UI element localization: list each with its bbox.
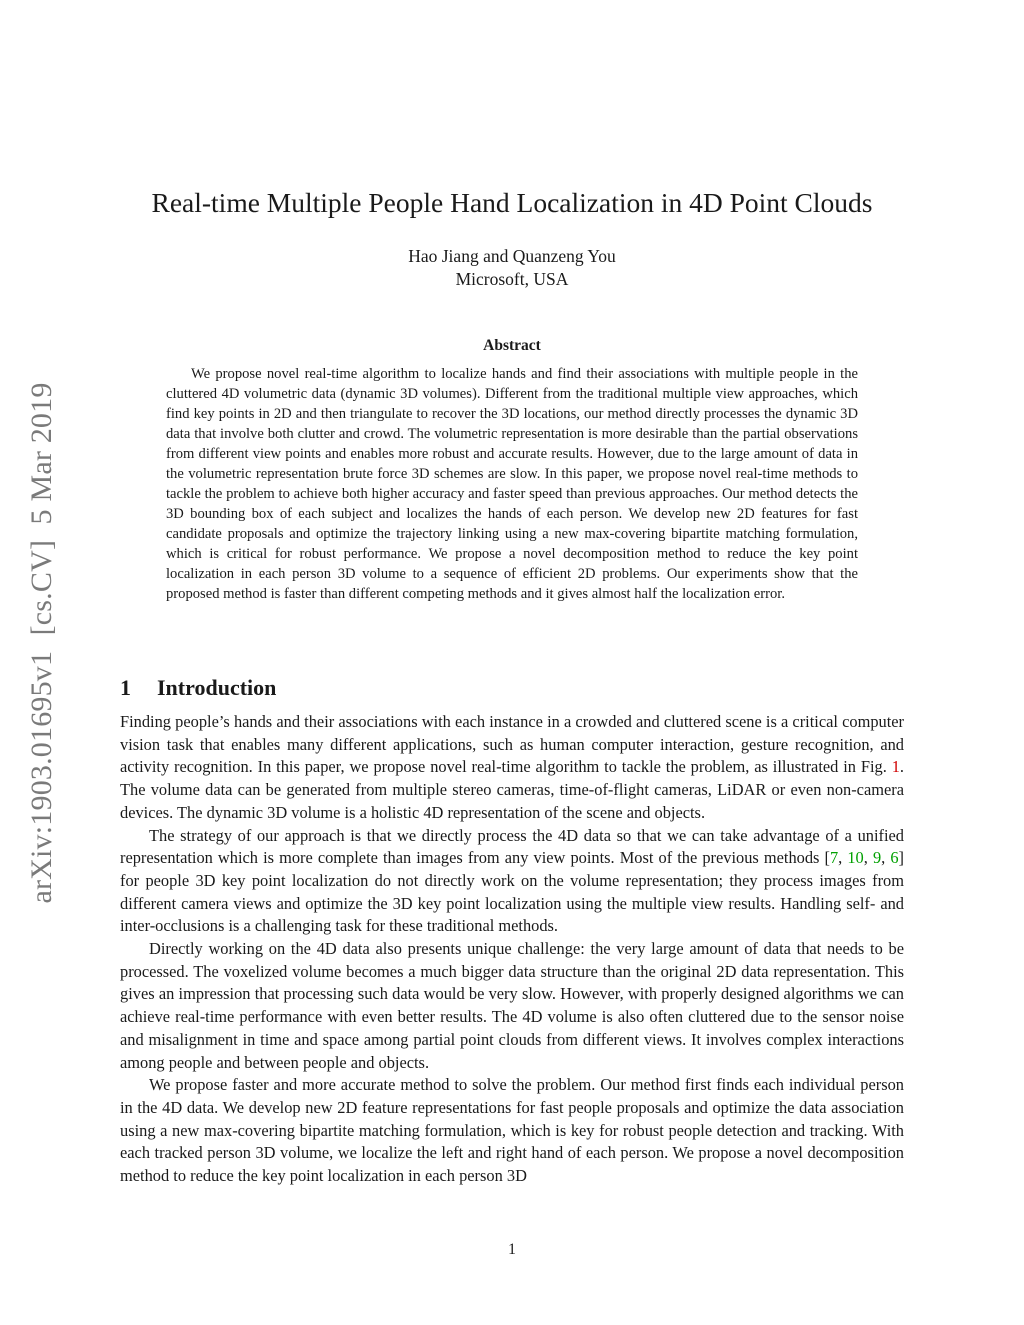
paragraph-2-text-b: ] for people 3D key point localization do not directly work on the volume representation; they process images from different camera views and optimize the 3D key point localization using the multiple view results. Handling self- and inter-occlusions is a challenging task for these traditional methods. [120,848,904,936]
abstract-text: We propose novel real-time algorithm to localize hands and find their associations with multiple people in the cluttered 4D volumetric data (dynamic 3D volumes). Different from the traditional multiple view approaches, which find key points in 2D and then triangulate to recover the 3D locations, our method directly processes the dynamic 3D data that involve both clutter and crowd. The volumetric representation is more desirable than the partial observations from different view points and enables more robust and accurate results. However, due to the large amount of data in the volumetric representation brute force 3D schemes are slow. In this paper, we propose novel real-time methods to tackle the problem to achieve both higher accuracy and faster speed than previous approaches. Our method detects the 3D bounding box of each subject and localizes the hands of each person. We develop new 2D features for fast candidate proposals and optimize the trajectory linking using a new max-covering bipartite matching formulation, which is critical for robust performance. We propose a novel decomposition method to reduce the key point localization in each person 3D volume to a sequence of efficient 2D problems. Our experiments show that the proposed method is faster than different competing methods and it gives almost half the localization error. [166,366,858,602]
paragraph-4: We propose faster and more accurate method to solve the problem. Our method first finds each individual person in the 4D data. We develop new 2D feature representations for fast people proposals and optimize the data association using a new max-covering bipartite matching formulation, which is key for robust people detection and tracking. With each tracked person 3D volume, we localize the left and right hand of each person. We propose a novel decomposition method to reduce the key point localization in each person 3D [120,1075,904,1186]
paragraph-2: The strategy of our approach is that we directly process the 4D data so that we can take advantage of a unified representation which is more complete than images from any view points. Most of the previous methods [7, 10, 9, 6] for people 3D key point localization do not directly work on the volume representation; they process images from different camera views and optimize the 3D key point localization using the multiple view results. Handling self- and inter-occlusions is a challenging task for these traditional methods. [120,825,904,936]
paragraph-3: Directly working on the 4D data also presents unique challenge: the very large amount of data that needs to be processed. The voxelized volume becomes a much bigger data structure than the original 2D data representation. This gives an impression that processing such data would be very slow. However, with properly designed algorithms we can achieve real-time performance with even better results. The 4D volume is also often cluttered due to the sensor noise and misalignment in time and space among partial point clouds from different views. It involves complex interactions among people and between people and objects. [120,939,904,1072]
abstract-heading: Abstract [483,337,541,354]
figure-1-link[interactable]: 1 [891,757,900,777]
section-title: Introduction [157,675,277,700]
paragraph-1 [120,711,904,825]
paragraph-1-text-b: . The volume data can be generated from multiple stereo cameras, time-of-flight cameras, LiDAR or even non-camera devices. The dynamic 3D volume is a holistic 4D representation of the scene and objects. [120,757,904,822]
paragraph-1-text-a: Finding people’s hands and their associations with each instance in a crowded and cluttered scene is a critical computer vision task that enables many different applications, such as human computer interaction, gesture recognition, and activity recognition. In this paper, we propose novel real-time algorithm to tackle the problem, as illustrated in Fig. [120,712,904,777]
citation-link[interactable]: 10 [847,848,864,868]
citation-link[interactable]: 7 [829,848,839,868]
author-affiliation: Microsoft, USA [455,269,569,289]
introduction-body [120,711,904,1188]
paper-title: Real-time Multiple People Hand Localization in 4D Point Clouds [151,187,873,218]
paragraph-2-text-a: The strategy of our approach is that we directly process the 4D data so that we can take advantage of a unified representation which is more complete than images from any view points. Most of the previous methods [ [120,825,904,868]
arxiv-identifier: arXiv:1903.01695v1 [cs.CV] 5 Mar 2019 [25,382,58,904]
citation-link[interactable]: 9 [872,848,882,868]
section-number: 1 [120,675,131,700]
citation-link[interactable]: 6 [890,848,899,868]
author-names: Hao Jiang and Quanzeng You [408,246,616,266]
page-number: 1 [508,1241,516,1258]
section-heading-introduction [120,674,276,702]
